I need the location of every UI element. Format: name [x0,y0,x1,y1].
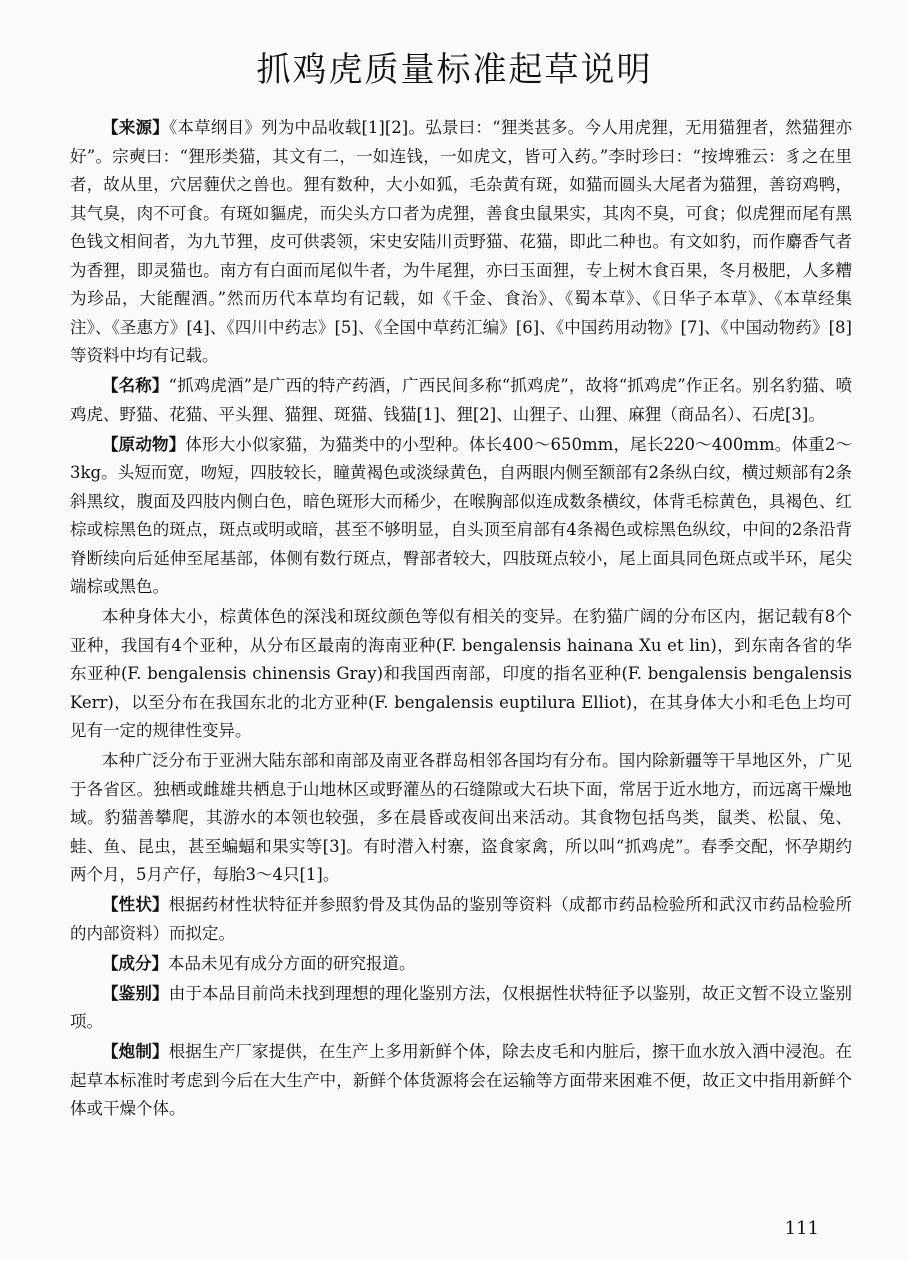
section-text: “抓鸡虎酒”是广西的特产药酒，广西民间多称“抓鸡虎”，故将“抓鸡虎”作正名。别名豹猫、喷鸡虎、野猫、花猫、平头狸、猫狸、斑猫、钱猫[1]、狸[2]、山狸子、山狸、麻狸（商品名）、石虎[3]。 [70,376,852,424]
section-heading: 【鉴别】 [102,983,169,1003]
paragraph-processing [70,1038,852,1124]
paragraph-characters [70,891,852,948]
document-body [70,114,852,1125]
section-text: 体形大小似家猫，为猫类中的小型种。体长400～650mm，尾长220～400mm。体重2～3kg。头短而宽，吻短，四肢较长，瞳黄褐色或淡绿黄色，自两眼内侧至额部有2条纵白纹，横过颊部有2条斜黑纹，腹面及四肢内侧白色，暗色斑形大而稀少，在喉胸部似连成数条横纹，体背毛棕黄色，具褐色、红棕或棕黑色的斑点，斑点或明或暗，甚至不够明显，自头顶至肩部有4条褐色或棕黑色纵纹，中间的2条沿背脊断续向后延伸至尾基部，体侧有数行斑点，臀部者较大，四肢斑点较小，尾上面具同色斑点或半环，尾尖端棕或黑色。 [70,434,852,596]
section-text: 本品未见有成分方面的研究报道。 [168,953,416,973]
paragraph-source [70,114,852,371]
section-text: 由于本品目前尚未找到理想的理化鉴别方法，仅根据性状特征予以鉴别，故正文暂不设立鉴别项。 [70,983,853,1031]
section-heading: 【名称】 [102,376,169,395]
section-text: 根据生产厂家提供，在生产上多用新鲜个体，除去皮毛和内脏后，擦干血水放入酒中浸泡。在起草本标准时考虑到今后在大生产中，新鲜个体货源将会在运输等方面带来困难不便，故正文中指用新鲜个体或干燥个体。 [70,1042,853,1118]
paragraph-distribution [70,747,852,890]
page-number: 111 [784,1218,819,1239]
paragraph-variation [70,603,852,746]
section-heading: 【性状】 [102,895,169,914]
section-heading: 【原动物】 [102,434,186,454]
paragraph-identification [70,980,852,1037]
paragraph-name [70,372,852,429]
paragraph-composition [70,950,852,979]
section-heading: 【成分】 [102,953,168,973]
section-text: 本种身体大小，棕黄体色的深浅和斑纹颜色等似有相关的变异。在豹猫广阔的分布区内，据记载有8个亚种，我国有4个亚种，从分布区最南的海南亚种(F. bengalensis hainana Xu et lin)，到东南各省的华东亚种(F. bengalensis chinensis Gray)和我国西南部，印度的指名亚种(F. bengalensis bengalensis Kerr)，以至分布在我国东北的北方亚种(F. bengalensis euptilura Elliot)，在其身体大小和毛色上均可见有一定的规律性变异。 [70,607,852,740]
paragraph-original-animal [70,431,852,602]
section-heading: 【炮制】 [102,1042,169,1061]
section-text: 本种广泛分布于亚洲大陆东部和南部及南亚各群岛相邻各国均有分布。国内除新疆等干旱地区外，广见于各省区。独栖或雌雄共栖息于山地林区或野灌丛的石缝隙或大石块下面，常居于近水地方，而远离干燥地域。豹猫善攀爬，其游水的本领也较强，多在晨昏或夜间出来活动。其食物包括鸟类，鼠类、松鼠、兔、蛙、鱼、昆虫，甚至蝙蝠和果实等[3]。有时潜入村寨，盗食家禽，所以叫“抓鸡虎”。春季交配，怀孕期约两个月，5月产仔，每胎3～4只[1]。 [70,751,852,884]
section-heading: 【来源】 [102,118,169,137]
section-text: 根据药材性状特征并参照豹骨及其伪品的鉴别等资料（成都市药品检验所和武汉市药品检验所的内部资料）而拟定。 [70,895,853,943]
page-title: 抓鸡虎质量标准起草说明 [256,50,653,90]
section-text: 《本草纲目》列为中品收载[1][2]。弘景曰：“狸类甚多。今人用虎狸，无用猫狸者，然猫狸亦好”。宗奭曰：“狸形类猫，其文有二，一如连钱，一如虎文，皆可入药。”李时珍曰：“按埤雅云：豸之在里者，故从里，穴居薶伏之兽也。狸有数种，大小如狐，毛杂黄有斑，如猫而圆头大尾者为猫狸，善窃鸡鸭，其气臭，肉不可食。有斑如貙虎，而尖头方口者为虎狸，善食虫鼠果实，其肉不臭，可食；似虎狸而尾有黑色钱文相间者，为九节狸，皮可供裘领，宋史安陆川贡野猫、花猫，即此二种也。有文如豹，而作麝香气者为香狸，即灵猫也。南方有白面而尾似牛者，为牛尾狸，亦曰玉面狸，专上树木食百果，冬月极肥，人多糟为珍品，大能醒酒。”然而历代本草均有记载，如《千金、食治》、《蜀本草》、《日华子本草》、《本草经集注》、《圣惠方》[4]、《四川中药志》[5]、《全国中草药汇编》[6]、《中国药用动物》[7]、《中国动物药》[8]等资料中均有记载。 [70,118,852,365]
